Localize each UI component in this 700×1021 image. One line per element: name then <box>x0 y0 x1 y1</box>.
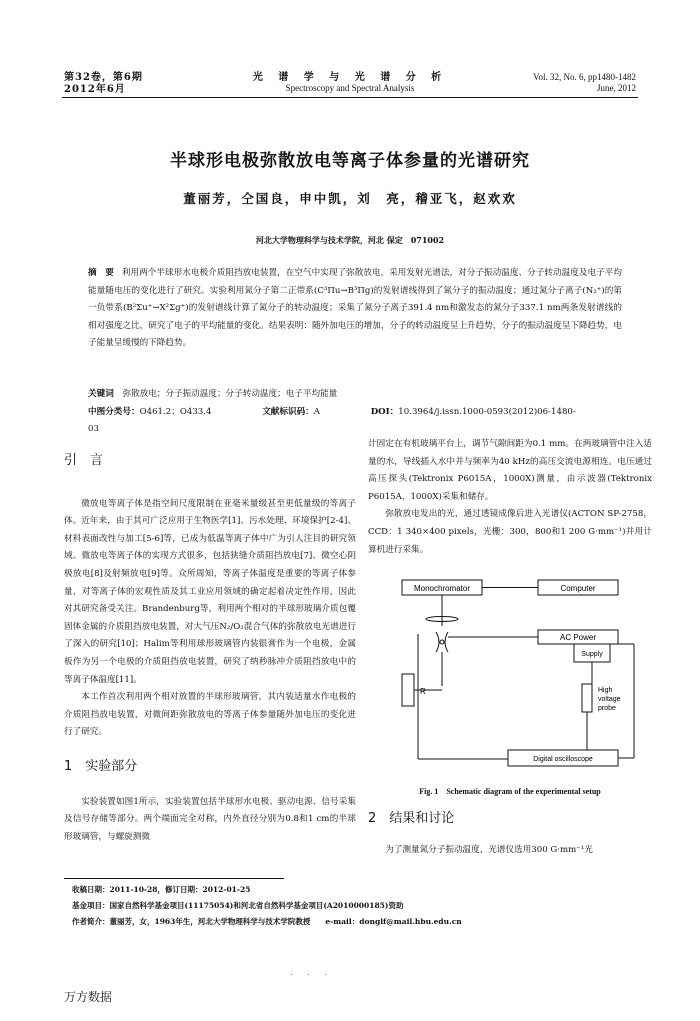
footnote-author: 作者简介：董丽芳，女，1963年生，河北大学物理科学与技术学院教授 e-mail：donglf@mail.hbu.edu.cn <box>72 917 462 926</box>
label-resistor: R <box>420 687 426 696</box>
spectrometer-paragraph: 弥散放电发出的光，通过透镜成像后进入光谱仪(ACTON SP-2758，CCD：1 340×400 pixels，光栅：300，800和1 200 G·mm⁻¹)并用计算机进行采集。 <box>368 509 652 555</box>
intro-paragraph-1: 微放电等离子体是指空间尺度限制在亚毫米量级甚至更低量级的等离子体。近年来，由于其可广泛应用于生物医学[1]、污水处理、环境保护[2-4]、材料表面改性与加工[5-6]等，已成为低温等离子体中广为引人注目的研究领域。微放电等离子体的实现方式很多，包括狭缝介质阻挡放电[7]、微空心阴极放电[8]及射频放电[9]等。众所周知，等离子体温度是重要的等离子体参量，对等离子体的宏观性质及其工业应用领域的确定起着决定性作用，因此对其研究备受关注。Brandenburg等，利用两个相对的半球形玻璃介质包覆固体金属的介质阻挡放电装置，对大气压N₂/O₂混合气体的弥散放电光谱进行了深入的研究[10]；Halim等利用球形玻璃管内装银膏作为一个电极，金属板作为另一个电极的介质阻挡放电装置，研究了纳秒脉冲介质阻挡放电中的等离子体温度[11]。 <box>64 498 356 685</box>
electrode-glass-tubes <box>436 632 448 652</box>
header-date: 2012年6月 <box>64 84 126 95</box>
figure-1-caption: Fig. 1 Schematic diagram of the experimental setup <box>419 787 601 796</box>
abstract-label: 摘 要 <box>88 268 114 278</box>
label-probe-1: High <box>598 687 613 694</box>
header-rule <box>62 97 638 98</box>
keywords <box>88 386 622 403</box>
abstract <box>88 265 622 353</box>
header-vol-issue: 第32卷，第6期 <box>64 72 143 83</box>
authors: 董丽芳，仝国良，申中凯，刘 亮，稽亚飞，赵欢欢 <box>183 191 517 206</box>
figure-1-schematic <box>378 574 650 780</box>
footnote-received: 收稿日期：2011-10-28，修订日期：2012-01-25 <box>72 885 251 894</box>
clc-value: O461.2；O433.4 <box>139 407 212 417</box>
footnote-rule <box>64 878 284 879</box>
clc-label: 中图分类号： <box>88 407 140 417</box>
label-computer: Computer <box>560 584 596 593</box>
affiliation: 河北大学物理科学与技术学院，河北 保定 071002 <box>255 235 445 245</box>
header-right <box>533 72 636 94</box>
intro-paragraph-2: 本工作首次利用两个相对放置的半球形玻璃管，其内装适量水作电极的介质阻挡放电装置，对微间距弥散放电的等离子体参量随外加电压的变化进行了研究。 <box>64 692 356 738</box>
hv-probe <box>582 684 592 712</box>
header-date-en: June, 2012 <box>597 83 636 93</box>
right-column <box>368 436 652 559</box>
keywords-text: 弥散放电；分子振动温度；分子转动温度；电子平均能量 <box>122 389 338 399</box>
abstract-text: 利用两个半球形水电极介质阻挡放电装置，在空气中实现了弥散放电，采用发射光谱法，对分子振动温度、分子转动温度及电子平均能量随电压的变化进行了研究。实验利用氮分子第二正带系(C³Πu→B³Πg)的发射谱线得到了氮分子的振动温度；通过氮分子离子(N₂⁺)的第一负带系(B²Σu⁺→X²Σg⁺)的发射谱线计算了氮分子的转动温度；采集了氮分子离子391.4 nm和激发态的氮分子337.1 nm两条发射谱线的相对强度之比，研究了电子的平均能量的变化。结果表明：随外加电压的增加，分子的转动温度呈上升趋势，分子的振动温度呈下降趋势，电子能量呈缓慢的下降趋势。 <box>88 268 622 348</box>
label-monochromator: Monochromator <box>413 584 471 593</box>
classification <box>88 404 622 438</box>
keywords-label: 关键词 <box>88 389 114 399</box>
page-dots: . . . <box>290 968 333 977</box>
footnote-fund: 基金项目：国家自然科学基金项目(11175054)和河北省自然科学基金项目(A2010000185)资助 <box>72 901 404 910</box>
doc-code-value: A <box>313 407 320 417</box>
label-probe-3: probe <box>598 705 616 712</box>
section2 <box>368 810 652 859</box>
section2-paragraph-1: 为了测量氮分子振动温度，光谱仪选用300 G·mm⁻¹光 <box>385 844 593 855</box>
doc-code-label: 文献标识码： <box>262 407 314 417</box>
doi-value: 10.3964/j.issn.1000-0593(2012)06-1480-03 <box>88 407 576 434</box>
discharge-gap <box>440 640 444 644</box>
header-journal <box>230 72 470 94</box>
label-oscilloscope: Digital oscilloscope <box>533 756 593 763</box>
label-ac-power: AC Power <box>559 633 597 642</box>
label-supply: Supply <box>581 651 603 658</box>
section2-heading: 2 结果和讨论 <box>368 811 455 826</box>
label-probe-2: voltage <box>598 696 621 703</box>
setup-paragraph: 计固定在有机玻璃平台上，调节气隙间距为0.1 mm。在两玻璃管中注入适量的水，导线插入水中并与频率为40 kHz的高压交流电源相连。电压通过高压探头(Tektronix P6015A，1000X)测量，由示波器(Tektronix P6015A，1000X)采集和储存。 <box>368 439 652 502</box>
section1-paragraph-1: 实验装置如图1所示，实验装置包括半球形水电极、驱动电源、信号采集及信号存储等部分。两个端面完全对称，内外直径分别为0.8和1 cm的半球形玻璃管，与螺旋测微 <box>64 796 356 842</box>
resistor <box>402 674 414 706</box>
journal-title-cn: 光 谱 学 与 光 谱 分 析 <box>252 72 448 83</box>
doi-label: DOI： <box>370 407 399 417</box>
header-vol-pages: Vol. 32, No. 6, pp1480-1482 <box>533 72 636 82</box>
section1-heading: 1 实验部分 <box>64 758 138 774</box>
left-column <box>64 452 356 846</box>
header-left <box>64 72 143 96</box>
journal-title-en: Spectroscopy and Spectral Analysis <box>285 83 415 93</box>
intro-heading: 引 言 <box>64 453 104 468</box>
paper-title: 半球形电极弥散放电等离子体参量的光谱研究 <box>170 151 530 171</box>
watermark: 万方数据 <box>64 990 113 1004</box>
